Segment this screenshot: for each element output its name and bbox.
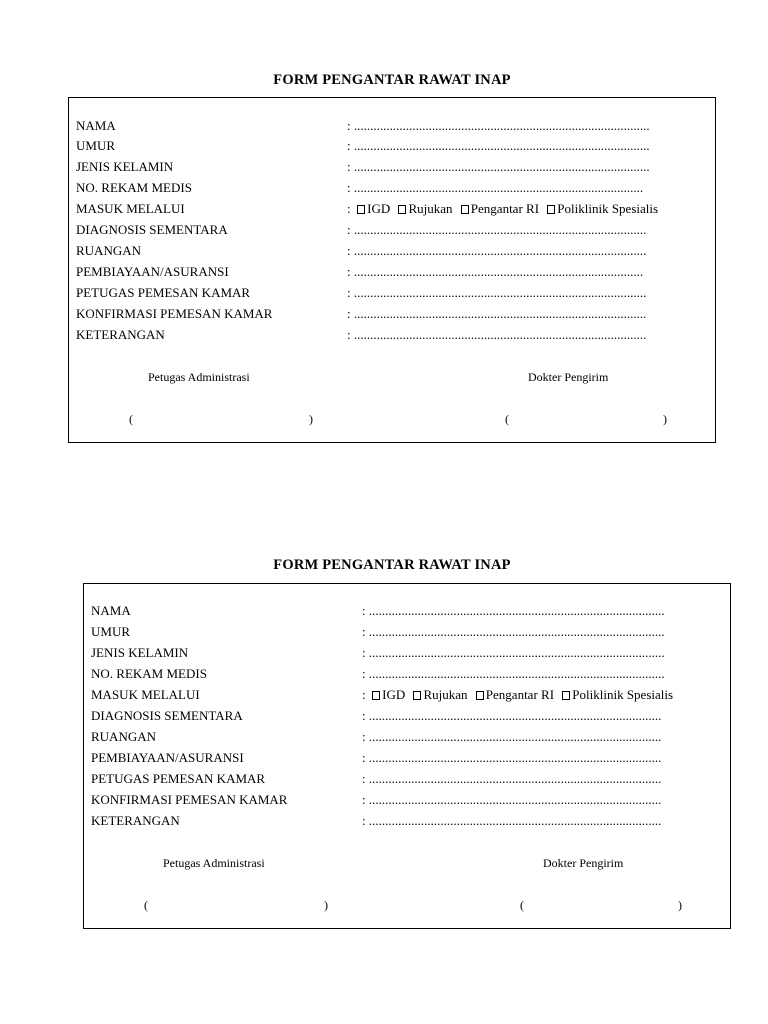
field-input[interactable]: : .........................................................................................	[347, 180, 644, 195]
field-row-pembiayaan	[84, 748, 730, 768]
field-input[interactable]: : ...........................................................................................	[347, 159, 650, 174]
field-label: NAMA	[91, 603, 131, 618]
field-row-masuk-melalui	[84, 685, 730, 705]
field-label: UMUR	[91, 624, 131, 639]
field-row-keterangan	[84, 811, 730, 831]
field-label: JENIS KELAMIN	[76, 159, 174, 174]
masuk-melalui-options	[362, 685, 678, 705]
field-label: DIAGNOSIS SEMENTARA	[91, 708, 243, 723]
checkbox-igd[interactable]	[372, 687, 405, 702]
field-label: UMUR	[76, 138, 116, 153]
signature-close-paren: )	[309, 412, 313, 426]
field-row-pembiayaan	[69, 262, 715, 282]
field-input[interactable]: : .........................................................................................	[347, 264, 644, 279]
checkbox-label: Pengantar RI	[470, 201, 540, 216]
field-label: MASUK MELALUI	[76, 201, 185, 216]
checkbox-square-icon	[476, 691, 484, 700]
checkbox-label: Pengantar RI	[485, 687, 555, 702]
field-row-no-rekam-medis	[69, 178, 715, 198]
checkbox-square-icon	[562, 691, 570, 700]
field-label: RUANGAN	[91, 729, 156, 744]
checkbox-square-icon	[357, 205, 365, 214]
field-label: KONFIRMASI PEMESAN KAMAR	[91, 792, 288, 807]
field-input[interactable]: : ..........................................................................................	[362, 813, 662, 828]
field-input[interactable]: : ...........................................................................................	[362, 624, 665, 639]
checkbox-square-icon	[413, 691, 421, 700]
checkbox-poliklinik-spesialis[interactable]	[562, 687, 673, 702]
field-row-konfirmasi	[84, 790, 730, 810]
field-input[interactable]: : ...........................................................................................	[362, 603, 665, 618]
field-label: KETERANGAN	[76, 327, 165, 342]
field-input[interactable]: : ..........................................................................................	[347, 285, 647, 300]
field-row-umur	[69, 136, 715, 156]
field-label: PEMBIAYAAN/ASURANSI	[76, 264, 229, 279]
field-row-masuk-melalui	[69, 199, 715, 219]
field-row-keterangan	[69, 325, 715, 345]
checkbox-label: Poliklinik Spesialis	[572, 687, 674, 702]
checkbox-square-icon	[547, 205, 555, 214]
field-row-konfirmasi	[69, 304, 715, 324]
field-label: MASUK MELALUI	[91, 687, 200, 702]
checkbox-label: IGD	[382, 687, 406, 702]
signature-open-paren: (	[144, 898, 148, 912]
field-input[interactable]: : ..........................................................................................	[347, 222, 647, 237]
form-title: FORM PENGANTAR RAWAT INAP	[273, 72, 511, 88]
checkbox-square-icon	[372, 691, 380, 700]
field-input[interactable]: : ..........................................................................................	[347, 306, 647, 321]
field-row-umur	[84, 622, 730, 642]
field-label: NO. REKAM MEDIS	[76, 180, 192, 195]
colon: :	[362, 687, 366, 702]
checkbox-label: Rujukan	[408, 201, 453, 216]
checkbox-square-icon	[398, 205, 406, 214]
field-input[interactable]: : ..........................................................................................	[362, 750, 662, 765]
field-row-jenis-kelamin	[84, 643, 730, 663]
signature-label-dokter: Dokter Pengirim	[528, 370, 609, 384]
form-box	[83, 583, 731, 929]
signature-label-dokter: Dokter Pengirim	[543, 856, 624, 870]
field-row-petugas-pemesan	[69, 283, 715, 303]
checkbox-rujukan[interactable]	[413, 687, 467, 702]
field-input[interactable]: : ...........................................................................................	[347, 118, 650, 133]
field-row-nama	[69, 116, 715, 136]
signature-open-paren: (	[520, 898, 524, 912]
field-row-petugas-pemesan	[84, 769, 730, 789]
field-row-no-rekam-medis	[84, 664, 730, 684]
field-label: KETERANGAN	[91, 813, 180, 828]
field-label: RUANGAN	[76, 243, 141, 258]
signature-close-paren: )	[324, 898, 328, 912]
field-input[interactable]: : ...........................................................................................	[362, 645, 665, 660]
signature-close-paren: )	[678, 898, 682, 912]
field-label: PETUGAS PEMESAN KAMAR	[91, 771, 266, 786]
signature-close-paren: )	[663, 412, 667, 426]
checkbox-pengantar-ri[interactable]	[476, 687, 554, 702]
field-row-nama	[84, 601, 730, 621]
field-label: JENIS KELAMIN	[91, 645, 189, 660]
field-row-ruangan	[84, 727, 730, 747]
form-title: FORM PENGANTAR RAWAT INAP	[273, 557, 511, 573]
field-row-diagnosis-sementara	[84, 706, 730, 726]
field-input[interactable]: : ..........................................................................................	[362, 792, 662, 807]
field-label: NAMA	[76, 118, 116, 133]
field-label: DIAGNOSIS SEMENTARA	[76, 222, 228, 237]
field-input[interactable]: : ..........................................................................................	[347, 327, 647, 342]
field-label: PEMBIAYAAN/ASURANSI	[91, 750, 244, 765]
field-input[interactable]: : ..........................................................................................	[347, 243, 647, 258]
checkbox-label: Rujukan	[423, 687, 468, 702]
field-row-ruangan	[69, 241, 715, 261]
field-input[interactable]: : ..........................................................................................	[362, 708, 662, 723]
field-row-jenis-kelamin	[69, 157, 715, 177]
checkbox-label: IGD	[367, 201, 391, 216]
masuk-melalui-options	[347, 199, 663, 219]
field-input[interactable]: : ..........................................................................................	[362, 771, 662, 786]
checkbox-pengantar-ri[interactable]	[461, 201, 539, 216]
field-label: KONFIRMASI PEMESAN KAMAR	[76, 306, 273, 321]
field-input[interactable]: : ..........................................................................................	[362, 729, 662, 744]
signature-label-petugas: Petugas Administrasi	[148, 370, 250, 384]
field-row-diagnosis-sementara	[69, 220, 715, 240]
checkbox-igd[interactable]	[357, 201, 390, 216]
signature-open-paren: (	[129, 412, 133, 426]
checkbox-rujukan[interactable]	[398, 201, 452, 216]
checkbox-poliklinik-spesialis[interactable]	[547, 201, 658, 216]
signature-label-petugas: Petugas Administrasi	[163, 856, 265, 870]
checkbox-label: Poliklinik Spesialis	[557, 201, 659, 216]
checkbox-square-icon	[461, 205, 469, 214]
field-label: PETUGAS PEMESAN KAMAR	[76, 285, 251, 300]
field-label: NO. REKAM MEDIS	[91, 666, 207, 681]
signature-open-paren: (	[505, 412, 509, 426]
colon: :	[347, 201, 351, 216]
form-box	[68, 97, 716, 443]
field-input[interactable]: : ...........................................................................................	[362, 666, 665, 681]
field-input[interactable]: : ...........................................................................................	[347, 138, 650, 153]
